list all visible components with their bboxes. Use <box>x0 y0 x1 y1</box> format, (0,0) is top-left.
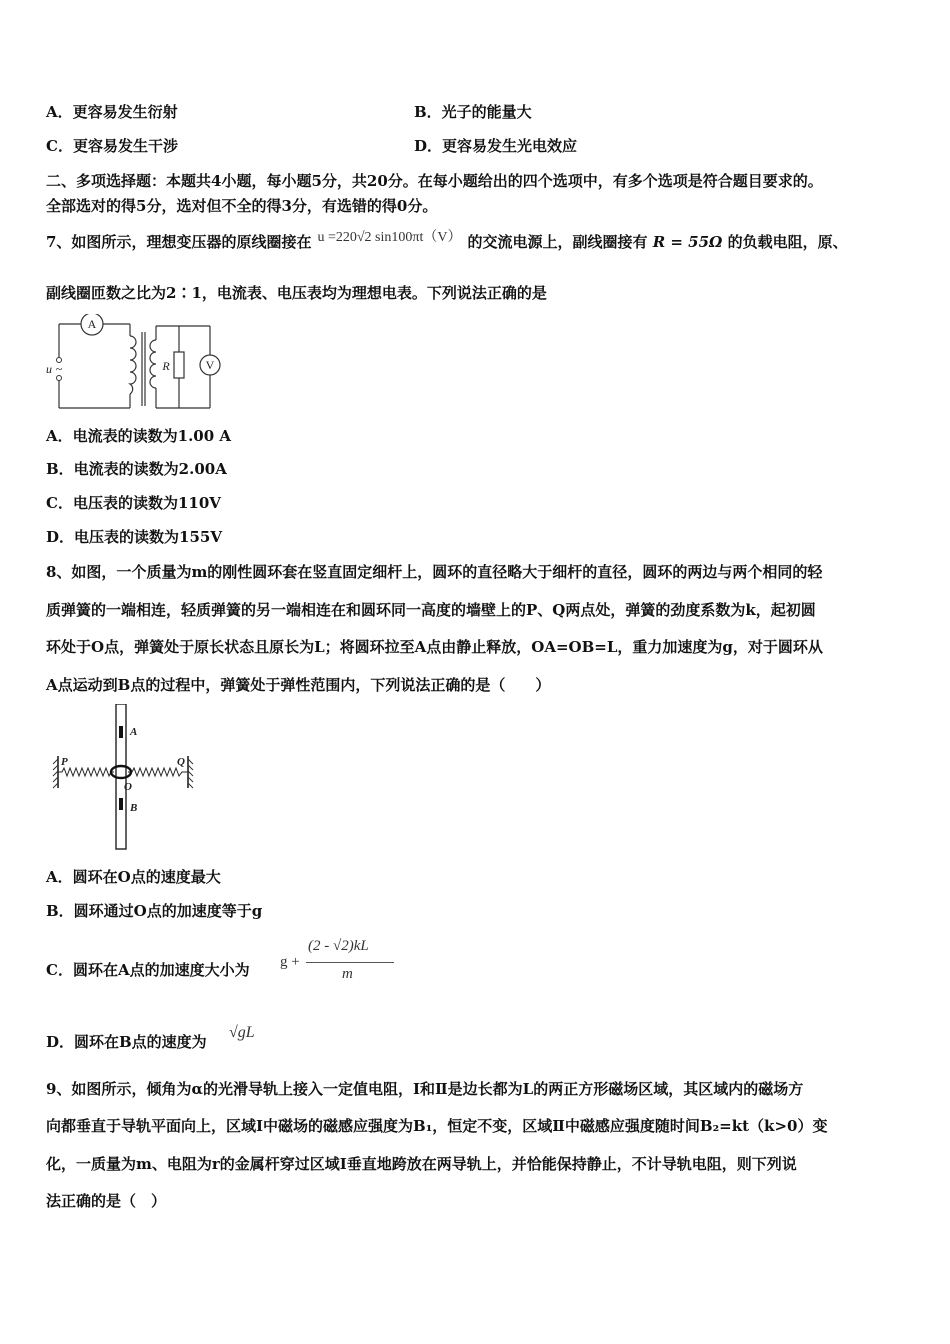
q7-stem-r: R = 55Ω <box>652 233 723 251</box>
spring-left <box>58 768 114 776</box>
q8-option-b: B．圆环通过O点的加速度等于g <box>46 902 263 920</box>
q6-option-b: B．光子的能量大 <box>414 103 532 121</box>
section2-line1: 二、多项选择题：本题共4小题，每小题5分，共20分。在每小题给出的四个选项中，有多个选项是符合题目要求的。 <box>46 172 823 190</box>
source-label: u <box>46 362 52 376</box>
mark-a <box>119 726 123 738</box>
mark-b <box>119 798 123 810</box>
q7-option-d: D．电压表的读数为155V <box>46 528 222 546</box>
label-a: A <box>130 726 138 738</box>
q8-stem-line3: 环处于O点，弹簧处于原长状态且原长为L；将圆环拉至A点由静止释放，OA=OB=L，重力加速度为g，对于圆环从 <box>46 638 823 656</box>
terminal-bottom <box>57 376 62 381</box>
q7-stem-line1 <box>46 232 848 254</box>
resistor-label: R <box>162 359 170 373</box>
resistor-r <box>174 352 184 378</box>
voltmeter-label: V <box>205 358 215 372</box>
q7-option-c: C．电压表的读数为110V <box>46 494 221 512</box>
q8-option-c-lead: g + <box>280 954 300 970</box>
q6-option-a: A．更容易发生衍射 <box>46 103 178 121</box>
label-b: B <box>130 802 138 814</box>
q9-stem-line3: 化，一质量为m、电阻为r的金属杆穿过区域Ⅰ垂直地跨放在两导轨上，并恰能保持静止，不计导轨电阻，则下列说 <box>46 1155 797 1173</box>
spring-right <box>128 768 188 776</box>
q7-stem-b: 的交流电源上，副线圈接有 <box>467 233 648 251</box>
label-p: P <box>61 756 68 768</box>
q7-option-b: B．电流表的读数为2.00A <box>46 460 227 478</box>
q8-option-c-numerator: (2 - √2)kL <box>308 938 369 954</box>
source-symbol: ~ <box>55 362 63 376</box>
q7-formula: u =220√2 sin100πt（V） <box>317 230 462 245</box>
q8-option-c-denominator: m <box>342 966 353 982</box>
q7-stem-line2: 副线圈匝数之比为2∶1，电流表、电压表均为理想电表。下列说法正确的是 <box>46 284 547 302</box>
label-q: Q <box>177 756 185 768</box>
q8-option-c: C．圆环在A点的加速度大小为 <box>46 961 250 979</box>
q9-stem-line1: 9、如图所示，倾角为α的光滑导轨上接入一定值电阻，Ⅰ和Ⅱ是边长都为L的两正方形磁场区域，其区域内的磁场方 <box>46 1080 804 1098</box>
q9-stem-line2: 向都垂直于导轨平面向上，区域Ⅰ中磁场的磁感应强度为B₁，恒定不变，区域Ⅱ中磁感应强度随时间B₂=kt（k>0）变 <box>46 1117 828 1135</box>
q8-option-d: D．圆环在B点的速度为 <box>46 1033 207 1051</box>
q8-spring-ring-diagram <box>50 704 200 854</box>
q8-stem-line1: 8、如图，一个质量为m的刚性圆环套在竖直固定细杆上，圆环的直径略大于细杆的直径，圆环的两边与两个相同的轻 <box>46 563 823 581</box>
q8-stem-line4: A点运动到B点的过程中，弹簧处于弹性范围内，下列说法正确的是（ ） <box>46 676 551 694</box>
q8-option-a: A．圆环在O点的速度最大 <box>46 868 221 886</box>
q8-option-d-formula: √gL <box>229 1024 255 1041</box>
section2-line2: 全部选对的得5分，选对但不全的得3分，有选错的得0分。 <box>46 197 438 215</box>
q9-stem-line4: 法正确的是（ ） <box>46 1192 167 1210</box>
q7-stem-a: 7、如图所示，理想变压器的原线圈接在 <box>46 233 312 251</box>
label-o: O <box>124 781 132 793</box>
ammeter-label: A <box>87 317 97 331</box>
q7-option-a: A．电流表的读数为1.00 A <box>46 427 232 445</box>
q8-stem-line2: 质弹簧的一端相连，轻质弹簧的另一端相连在和圆环同一高度的墙壁上的P、Q两点处，弹簧的劲度系数为k，起初圆 <box>46 601 816 619</box>
q7-circuit-diagram <box>44 314 234 414</box>
q6-option-c: C．更容易发生干涉 <box>46 137 178 155</box>
q6-option-d: D．更容易发生光电效应 <box>414 137 578 155</box>
q7-stem-c: 的负载电阻，原、 <box>727 233 848 251</box>
